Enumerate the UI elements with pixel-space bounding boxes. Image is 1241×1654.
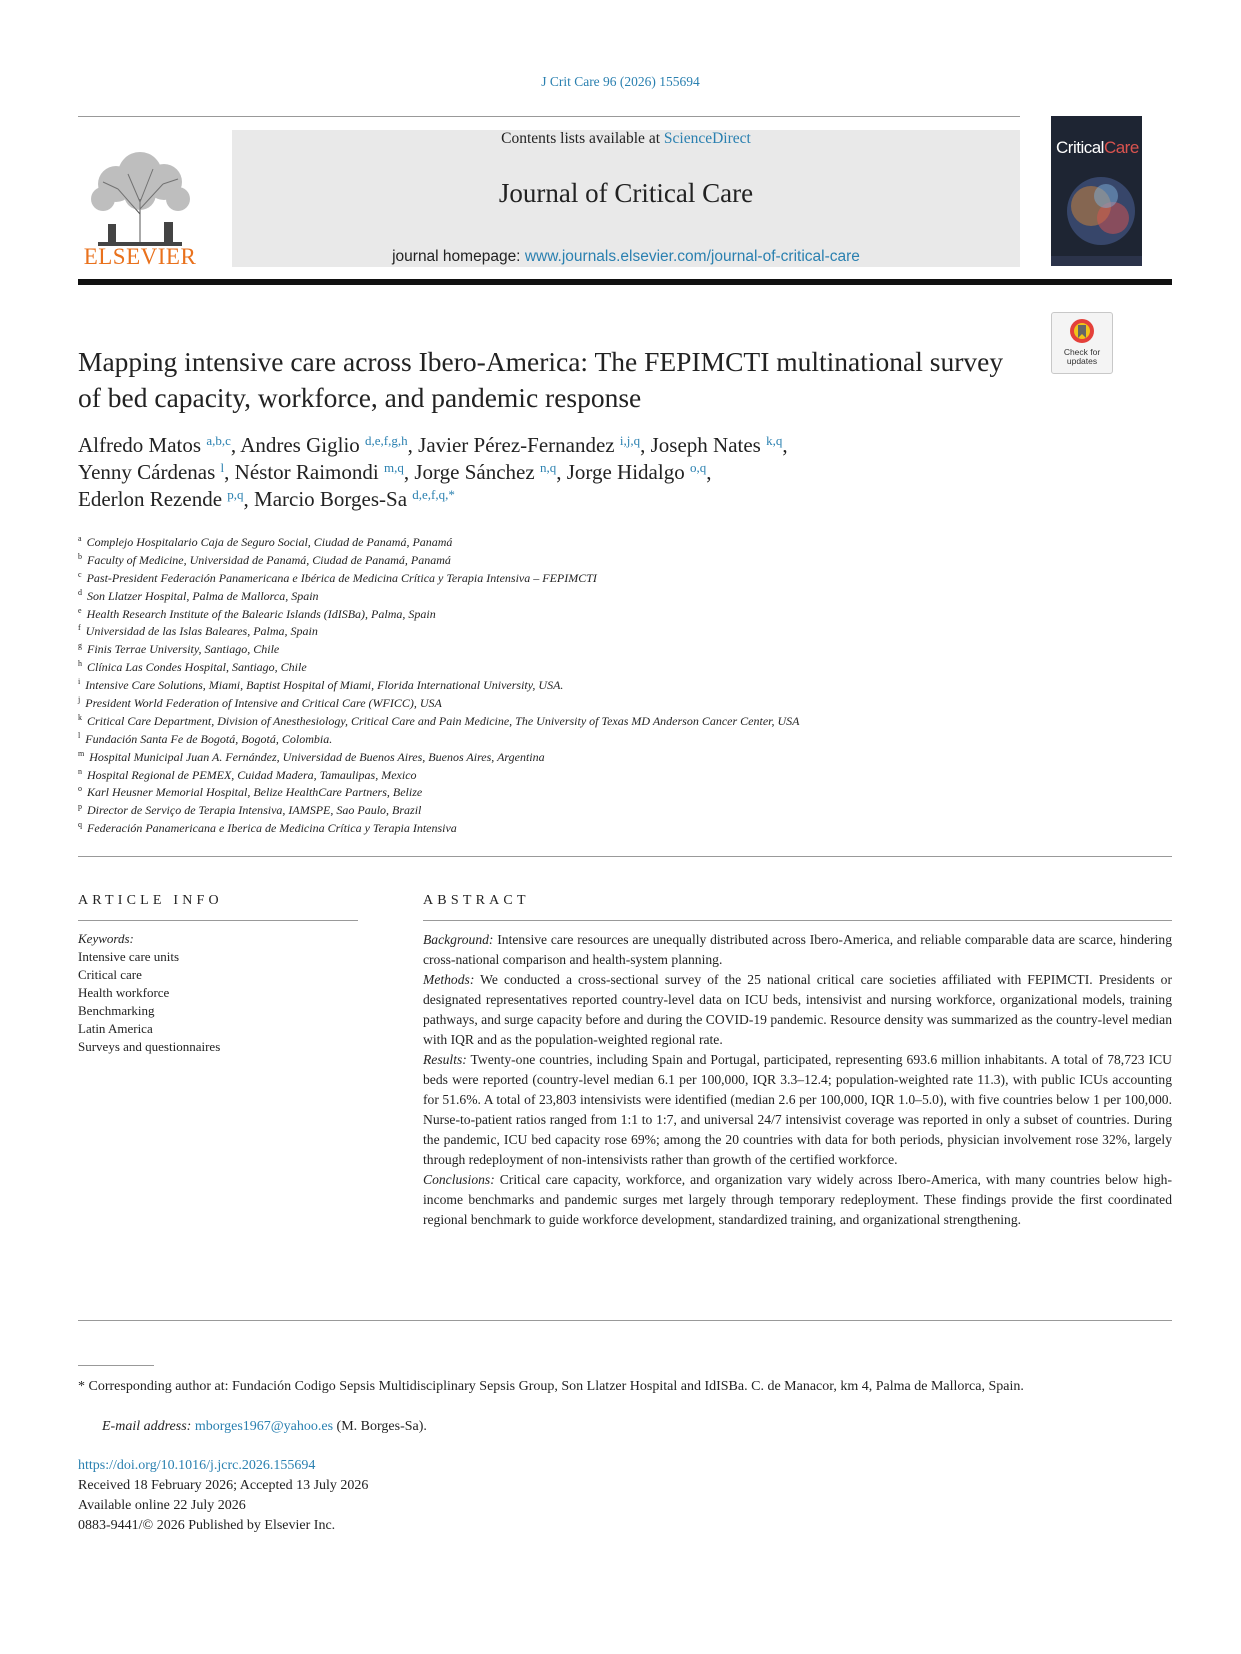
affiliation-text: Critical Care Department, Division of Anesthesiology, Critical Care and Pain Medicine, The University of Texas MD Anderson Cancer Center, USA: [87, 713, 800, 728]
abstract-section-text: Critical care capacity, workforce, and organization vary widely across Ibero-America, with many countries below high-income benchmarks and pandemic surges met largely through temporary redeployment. These findings provide the first coordinated regional benchmark to guide workforce development, standardized training, and organizational strengthening.: [423, 1172, 1172, 1227]
author-affiliation-marks[interactable]: i,j,q: [619, 433, 641, 448]
author-separator: ,: [407, 433, 419, 457]
author-separator: ,: [782, 433, 788, 457]
abstract-heading: ABSTRACT: [423, 893, 530, 908]
author-affiliation-marks[interactable]: d,e,f,g,h: [365, 433, 408, 448]
author-separator: ,: [243, 487, 255, 511]
affiliation-key: g: [78, 641, 82, 651]
keyword-item[interactable]: Latin America: [78, 1021, 153, 1036]
sciencedirect-link[interactable]: ScienceDirect: [663, 130, 751, 147]
keywords-block: [78, 930, 358, 1056]
affiliation-item: [78, 659, 1078, 677]
abstract-section-text: We conducted a cross-sectional survey of the 25 national critical care societies affiliated with FEPIMCTI. Presidents or designated representatives reported country-level data on ICU beds, intensivist and nursing workforce, organizational models, training pathways, and surge capacity before and during the COVID-19 pandemic. Resource density was summarized as the country-level median with IQR and as the population-weighted regional rate.: [423, 972, 1172, 1047]
keyword-item[interactable]: Critical care: [78, 967, 142, 982]
keyword-item[interactable]: Benchmarking: [78, 1003, 155, 1018]
affiliation-item: [78, 677, 1078, 695]
author-name[interactable]: Alfredo Matos: [78, 433, 202, 457]
email-suffix: (M. Borges-Sa).: [333, 1419, 427, 1434]
affiliation-text: Fundación Santa Fe de Bogotá, Bogotá, Colombia.: [85, 731, 333, 746]
abstract-section: [423, 930, 1172, 970]
affiliation-item: [78, 695, 1078, 713]
affiliation-text: Hospital Regional de PEMEX, Cuidad Madera, Tamaulipas, Mexico: [87, 767, 417, 782]
author-affiliation-marks[interactable]: n,q: [539, 460, 557, 475]
affiliation-key: p: [78, 802, 82, 812]
affiliation-item: [78, 767, 1078, 785]
affiliation-text: Health Research Institute of the Balearic Islands (IdISBa), Palma, Spain: [86, 606, 436, 621]
affiliation-item: [78, 749, 1078, 767]
author-name[interactable]: Jorge Hidalgo: [566, 460, 685, 484]
author-name[interactable]: Yenny Cárdenas: [78, 460, 216, 484]
author-affiliation-marks[interactable]: k,q: [766, 433, 783, 448]
abstract-section-label: Results:: [423, 1052, 467, 1067]
author-name[interactable]: Néstor Raimondi: [234, 460, 379, 484]
keywords-label: Keywords:: [78, 931, 134, 946]
header-thick-rule: [78, 279, 1172, 285]
author-affiliation-marks[interactable]: m,q: [383, 460, 404, 475]
author-separator: ,: [706, 460, 712, 484]
author-name[interactable]: Marcio Borges-Sa: [254, 487, 408, 511]
article-info-rule: [78, 920, 358, 921]
author-list: [78, 432, 1078, 513]
affiliation-text: Hospital Municipal Juan A. Fernández, Universidad de Buenos Aires, Buenos Aires, Argentina: [89, 749, 545, 764]
journal-header-box: [232, 130, 1020, 267]
author-name[interactable]: Javier Pérez-Fernandez: [418, 433, 615, 457]
affiliation-key: h: [78, 659, 82, 669]
affiliation-key: m: [78, 748, 85, 758]
email-line: [102, 1419, 427, 1435]
affiliation-key: q: [78, 820, 82, 830]
author-name[interactable]: Ederlon Rezende: [78, 487, 223, 511]
affiliation-text: Past-President Federación Panamericana e Ibérica de Medicina Crítica y Terapia Intensiva – FEPIMCTI: [86, 570, 597, 585]
keyword-item[interactable]: Intensive care units: [78, 949, 180, 964]
received-accepted-dates: Received 18 February 2026; Accepted 13 July 2026: [78, 1478, 369, 1493]
author-affiliation-marks[interactable]: a,b,c: [206, 433, 231, 448]
affiliation-text: Universidad de las Islas Baleares, Palma, Spain: [85, 624, 318, 639]
affiliation-item: [78, 570, 1078, 588]
paper-title: Mapping intensive care across Ibero-America: The FEPIMCTI multinational survey of bed capacity, workforce, and pandemic response: [78, 346, 1004, 413]
affiliation-key: n: [78, 766, 82, 776]
keywords-list: [78, 948, 358, 1056]
affiliations-divider: [78, 856, 1172, 857]
corresponding-author-note: * Corresponding author at: Fundación Codigo Sepsis Multidisciplinary Sepsis Group, Son Llatzer Hospital and IdISBa. C. de Manacor, km 4, Palma de Mallorca, Spain.: [78, 1379, 1024, 1394]
affiliation-text: Son Llatzer Hospital, Palma de Mallorca, Spain: [87, 588, 319, 603]
affiliation-text: Finis Terrae University, Santiago, Chile: [87, 642, 280, 657]
publication-info: [78, 1456, 368, 1536]
footnote-rule: [78, 1365, 154, 1366]
affiliation-key: i: [78, 677, 81, 687]
affiliation-text: Director de Serviço de Terapia Intensiva, IAMSPE, Sao Paulo, Brazil: [87, 803, 422, 818]
abstract-divider: [78, 1320, 1172, 1321]
homepage-prefix: journal homepage:: [392, 248, 525, 265]
author-separator: ,: [224, 460, 235, 484]
author-separator: ,: [556, 460, 567, 484]
contents-available-line: [232, 130, 1020, 148]
affiliation-item: [78, 534, 1078, 552]
abstract-section-label: Methods:: [423, 972, 475, 987]
article-info-heading: ARTICLE INFO: [78, 893, 223, 908]
affiliation-key: k: [78, 712, 82, 722]
affiliation-text: President World Federation of Intensive and Critical Care (WFICC), USA: [85, 696, 442, 711]
affiliation-key: l: [78, 730, 81, 740]
journal-citation[interactable]: J Crit Care 96 (2026) 155694: [541, 74, 700, 89]
cover-title: CriticalCare: [1056, 138, 1139, 157]
author-name[interactable]: Jorge Sánchez: [414, 460, 535, 484]
available-online-date: Available online 22 July 2026: [78, 1498, 246, 1513]
author-name[interactable]: Andres Giglio: [240, 433, 360, 457]
affiliation-text: Karl Heusner Memorial Hospital, Belize HealthCare Partners, Belize: [87, 785, 423, 800]
doi-link[interactable]: https://doi.org/10.1016/j.jcrc.2026.155694: [78, 1458, 316, 1473]
abstract-section-text: Twenty-one countries, including Spain and Portugal, participated, representing 693.6 million inhabitants. A total of 78,723 ICU beds were reported (country-level median 6.1 per 100,000, IQR 3.3–12.4; population-weighted rate 11.3), with public ICUs accounting for 51.6%. A total of 23,803 intensivists were identified (median 2.6 per 100,000, IQR 1.0–5.0), with five countries below 1 per 100,000. Nurse-to-patient ratios ranged from 1:1 to 1:7, and universal 24/7 intensivist coverage was reported in only a subset of countries. During the pandemic, ICU bed capacity rose 69%; among the 20 countries with data for both periods, physician involvement rose 32%, largely through redeployment of non-intensivists rather than growth of the certified workforce.: [423, 1052, 1172, 1167]
author-name[interactable]: Joseph Nates: [650, 433, 761, 457]
affiliation-key: b: [78, 551, 82, 561]
check-for-updates-label: Check for updates: [1063, 347, 1101, 366]
abstract-body: [423, 930, 1172, 1230]
affiliation-item: [78, 713, 1078, 731]
abstract-rule: [423, 920, 1172, 921]
copyright-line: 0883-9441/© 2026 Published by Elsevier Inc.: [78, 1518, 336, 1533]
affiliation-key: e: [78, 605, 82, 615]
affiliation-text: Intensive Care Solutions, Miami, Baptist Hospital of Miami, Florida International University, USA.: [85, 678, 564, 693]
journal-cover-image[interactable]: [1051, 116, 1142, 266]
journal-homepage-link[interactable]: www.journals.elsevier.com/journal-of-critical-care: [524, 248, 860, 265]
abstract-section: [423, 1170, 1172, 1230]
affiliation-item: [78, 731, 1078, 749]
email-label: E-mail address:: [102, 1419, 192, 1434]
journal-homepage-line: [232, 248, 1020, 266]
keyword-item[interactable]: Surveys and questionnaires: [78, 1039, 221, 1054]
author-separator: ,: [230, 433, 241, 457]
affiliation-key: o: [78, 784, 82, 794]
email-link[interactable]: mborges1967@yahoo.es: [194, 1419, 334, 1434]
contents-prefix: Contents lists available at: [501, 130, 664, 147]
affiliation-key: d: [78, 587, 82, 597]
author-affiliation-marks[interactable]: p,q: [227, 487, 244, 502]
author-separator: ,: [640, 433, 651, 457]
abstract-section: [423, 1050, 1172, 1170]
check-for-updates-button[interactable]: [1051, 312, 1113, 374]
abstract-section-text: Intensive care resources are unequally distributed across Ibero-America, and reliable comparable data are scarce, hindering cross-national comparison and health-system planning.: [423, 932, 1172, 967]
affiliation-item: [78, 552, 1078, 570]
affiliation-item: [78, 802, 1078, 820]
affiliation-text: Faculty of Medicine, Universidad de Panamá, Ciudad de Panamá, Panamá: [87, 552, 451, 567]
affiliation-key: f: [78, 623, 81, 633]
keyword-item[interactable]: Health workforce: [78, 985, 170, 1000]
abstract-section: [423, 970, 1172, 1050]
affiliation-text: Clínica Las Condes Hospital, Santiago, Chile: [87, 660, 307, 675]
affiliation-item: [78, 606, 1078, 624]
affiliation-item: [78, 641, 1078, 659]
affiliation-item: [78, 820, 1078, 838]
affiliation-key: a: [78, 534, 82, 543]
bookmark-icon: [1069, 318, 1095, 348]
author-affiliation-marks[interactable]: d,e,f,q,*: [412, 487, 455, 502]
affiliation-item: [78, 588, 1078, 606]
header-divider: [78, 116, 1020, 117]
journal-title: Journal of Critical Care: [498, 178, 754, 208]
author-affiliation-marks[interactable]: l: [220, 460, 225, 475]
elsevier-wordmark[interactable]: ELSEVIER: [83, 244, 197, 269]
affiliation-list: [78, 534, 1078, 838]
affiliation-text: Federación Panamericana e Iberica de Medicina Crítica y Terapia Intensiva: [87, 821, 457, 836]
affiliation-key: j: [78, 695, 81, 705]
affiliation-item: [78, 623, 1078, 641]
author-separator: ,: [403, 460, 415, 484]
affiliation-item: [78, 784, 1078, 802]
author-affiliation-marks[interactable]: o,q: [689, 460, 707, 475]
abstract-section-label: Conclusions:: [423, 1172, 495, 1187]
affiliation-text: Complejo Hospitalario Caja de Seguro Social, Ciudad de Panamá, Panamá: [86, 535, 453, 549]
affiliation-key: c: [78, 569, 82, 579]
abstract-section-label: Background:: [423, 932, 494, 947]
